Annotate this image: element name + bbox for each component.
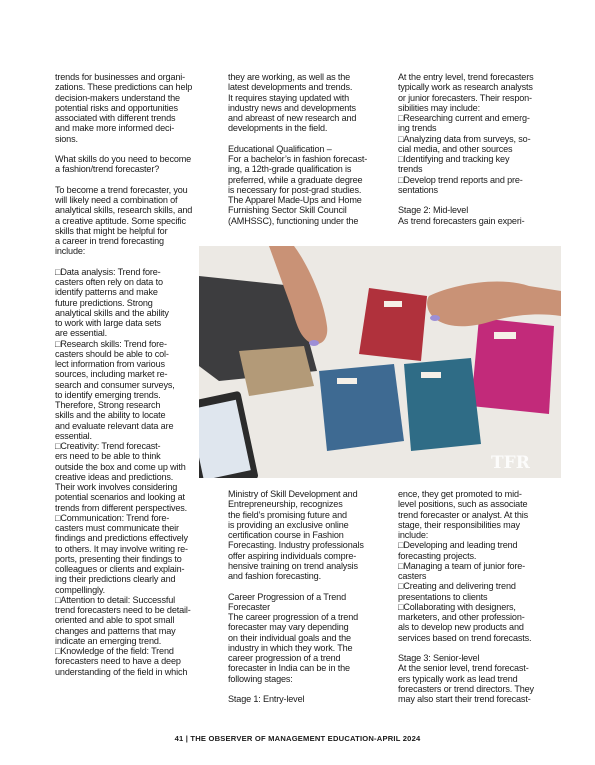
text-line: indicate an emerging trend. <box>55 635 162 646</box>
text-line: compellingly. <box>55 584 105 595</box>
text-line: zations. These predictions can help <box>55 82 193 93</box>
paragraph-gap <box>398 643 558 653</box>
text-line: findings and predictions effectively <box>55 533 188 544</box>
right-hand-nail <box>430 315 440 321</box>
paragraph-gap <box>398 195 558 205</box>
text-line: essential. <box>55 430 92 441</box>
text-line: Furnishing Sector Skill Council <box>228 205 347 216</box>
text-line: □Research skills: Trend fore- <box>55 338 167 349</box>
text-line: Educational Qualification – <box>228 143 332 154</box>
paragraph-gap <box>228 581 388 591</box>
text-line: analytical skills, research skills, and <box>55 205 193 216</box>
text-line: a fashion/trend forecaster? <box>55 164 160 175</box>
text-line: marketers, and other profession- <box>398 612 525 622</box>
text-line: include: <box>55 246 86 257</box>
text-line: □Develop trend reports and pre- <box>398 174 523 185</box>
paragraph-gap <box>55 257 215 267</box>
text-line: identify patterns and make <box>55 287 158 298</box>
text-line: (AMHSSC), functioning under the <box>228 215 359 226</box>
text-line: trend forecaster or analyst. At this <box>398 509 529 520</box>
swatch-label <box>421 372 441 378</box>
text-line: is providing an exclusive online <box>228 519 349 530</box>
text-line: casters often rely on data to <box>55 277 163 287</box>
text-line: latest developments and trends. <box>228 82 353 93</box>
text-line: oriented and able to spot small <box>55 615 175 626</box>
text-line: What skills do you need to become <box>55 154 192 164</box>
text-line: □Attention to detail: Successful <box>55 594 175 605</box>
text-line: The career progression of a trend <box>228 612 359 622</box>
text-line: analytical skills and the ability <box>55 307 169 318</box>
text-line: forecasting projects. <box>398 550 477 561</box>
text-line: forecasters need to have a deep <box>55 656 181 667</box>
text-line: □Developing and leading trend <box>398 540 518 551</box>
text-line: Forecasting. Industry professionals <box>228 540 364 551</box>
photo-illustration <box>199 246 561 478</box>
text-line: □Creating and delivering trend <box>398 581 516 592</box>
text-line: following stages: <box>228 673 293 684</box>
text-line: or junior forecasters. Their respon- <box>398 92 532 103</box>
article-column-3-top <box>398 72 558 226</box>
article-column-1 <box>55 72 215 677</box>
article-column-2-bottom <box>228 489 388 704</box>
text-line: Their work involves considering <box>55 482 178 492</box>
text-line: to identify emerging trends. <box>55 389 161 400</box>
text-line: cial media, and other sources <box>398 143 513 154</box>
text-line: skills that might be helpful for <box>55 225 168 236</box>
text-line: are essential. <box>55 328 107 339</box>
text-line: and fashion forecasting. <box>228 571 321 581</box>
text-line: □Communication: Trend fore- <box>55 512 170 523</box>
text-line: casters <box>398 571 427 581</box>
tfr-watermark: TFR <box>491 453 530 473</box>
text-line: decision-makers understand the <box>55 92 180 103</box>
text-line: forecaster in India can be in the <box>228 663 350 674</box>
text-line: □Creativity: Trend forecast- <box>55 441 161 451</box>
text-line: and evaluate relevant data are <box>55 420 174 431</box>
text-line: a career in trend forecasting <box>55 236 164 246</box>
text-line: to work with large data sets <box>55 318 161 328</box>
text-line: It requires staying updated with <box>228 92 350 103</box>
text-line: potential risks and opportunities <box>55 102 178 113</box>
text-line: ing, a 12th-grade qualification is <box>228 164 352 175</box>
text-line: □Researching current and emerg- <box>398 113 530 123</box>
red-swatch <box>359 288 427 361</box>
text-line: Entrepreneurship, recognizes <box>228 499 343 510</box>
text-line: □Identifying and tracking key <box>398 154 510 164</box>
text-line: include: <box>398 530 429 540</box>
text-line: Forecaster <box>228 601 270 612</box>
text-line: Career Progression of a Trend <box>228 591 346 602</box>
text-line: career progression of a trend <box>228 653 341 663</box>
text-line: casters should be able to col- <box>55 348 169 359</box>
text-line: level positions, such as associate <box>398 499 528 510</box>
text-line: ers typically work as lead trend <box>398 673 518 684</box>
left-hand-nail <box>309 340 319 346</box>
text-line: is necessary for post-grad studies. <box>228 184 362 195</box>
text-line: hensive training on trend analysis <box>228 560 358 571</box>
text-line: may also start their trend forecast- <box>398 694 531 704</box>
text-line: Stage 1: Entry-level <box>228 694 305 704</box>
swatch-label <box>337 378 357 384</box>
text-line: and abreast of new research and <box>228 113 357 123</box>
text-line: preferred, while a graduate degree <box>228 174 363 185</box>
text-line: Stage 3: Senior-level <box>398 653 480 663</box>
blue-swatch <box>319 364 404 451</box>
page-number: 41 <box>174 734 184 743</box>
paragraph-gap <box>55 144 215 154</box>
text-line: To become a trend forecaster, you <box>55 184 188 195</box>
text-line: For a bachelor’s in fashion forecast- <box>228 154 368 164</box>
article-column-3-bottom <box>398 489 558 704</box>
text-line: trends <box>398 164 423 175</box>
paragraph-gap <box>55 175 215 185</box>
page-footer <box>0 734 595 743</box>
text-line: ers need to be able to think <box>55 451 161 462</box>
text-line: creative ideas and predictions. <box>55 471 174 482</box>
text-line: The Apparel Made-Ups and Home <box>228 195 362 205</box>
text-line: sentations <box>398 184 438 195</box>
text-line: associated with different trends <box>55 113 176 123</box>
text-line: ing trends <box>398 123 437 134</box>
swatch-label <box>384 301 402 307</box>
text-line: At the senior level, trend forecast- <box>398 663 529 674</box>
text-line: □Data analysis: Trend fore- <box>55 266 161 277</box>
text-line: □Analyzing data from surveys, so- <box>398 133 531 144</box>
text-line: they are working, as well as the <box>228 72 351 82</box>
text-line: casters must communicate their <box>55 523 179 533</box>
text-line: sources, including market re- <box>55 369 168 380</box>
text-line: stage, their responsibilities may <box>398 519 520 530</box>
text-line: developments in the field. <box>228 123 328 134</box>
text-line: As trend forecasters gain experi- <box>398 215 525 226</box>
fabric-swatches-photo <box>199 246 561 478</box>
text-line: services based on trend forecasts. <box>398 632 532 643</box>
text-line: changes and patterns that may <box>55 625 176 636</box>
text-line: and make more informed deci- <box>55 123 175 134</box>
text-line: trends for businesses and organi- <box>55 72 186 82</box>
text-line: outside the box and come up with <box>55 461 186 472</box>
publication-name: | THE OBSERVER OF MANAGEMENT EDUCATION-APRIL 2024 <box>185 734 421 743</box>
text-line: sions. <box>55 133 78 144</box>
article-column-2-top <box>228 72 388 226</box>
teal-swatch <box>404 358 481 451</box>
text-line: sibilities may include: <box>398 102 480 113</box>
text-line: trends from different perspectives. <box>55 502 188 513</box>
paragraph-gap <box>228 134 388 144</box>
text-line: Therefore, Strong research <box>55 400 161 410</box>
text-line: ports, presenting their findings to <box>55 553 182 564</box>
text-line: on their individual goals and the <box>228 632 351 643</box>
text-line: At the entry level, trend forecasters <box>398 72 534 82</box>
swatch-label <box>494 332 516 339</box>
text-line: potential scenarios and looking at <box>55 492 185 503</box>
text-line: □Collaborating with designers, <box>398 601 516 612</box>
text-line: □Knowledge of the field: Trend <box>55 646 174 656</box>
text-line: will likely need a combination of <box>55 195 178 205</box>
text-line: offer aspiring individuals compre- <box>228 550 357 561</box>
text-line: future predictions. Strong <box>55 297 153 308</box>
text-line: forecaster may vary depending <box>228 622 349 633</box>
text-line: typically work as research analysts <box>398 82 533 93</box>
text-line: ence, they get promoted to mid- <box>398 489 522 499</box>
text-line: ing their predictions clearly and <box>55 574 176 585</box>
text-line: a creative aptitude. Some specific <box>55 215 186 226</box>
paragraph-gap <box>228 684 388 694</box>
text-line: als to develop new products and <box>398 622 524 633</box>
text-line: skills and the ability to locate <box>55 410 166 421</box>
text-line: industry news and developments <box>228 102 356 113</box>
text-line: Stage 2: Mid-level <box>398 205 469 216</box>
text-line: certification course in Fashion <box>228 530 344 540</box>
text-line: presentations to clients <box>398 591 488 602</box>
text-line: Ministry of Skill Development and <box>228 489 358 499</box>
text-line: the field’s promising future and <box>228 509 347 520</box>
text-line: colleagues or clients and explain- <box>55 564 185 574</box>
text-line: □Managing a team of junior fore- <box>398 560 526 571</box>
text-line: search and consumer surveys, <box>55 379 175 390</box>
text-line: understanding of the field in which <box>55 666 188 677</box>
text-line: lect information from various <box>55 359 165 369</box>
text-line: to others. It may involve writing re- <box>55 543 188 554</box>
text-line: forecasters or trend directors. They <box>398 683 534 694</box>
text-line: industry in which they work. The <box>228 642 353 653</box>
text-line: trend forecasters need to be detail- <box>55 605 191 615</box>
